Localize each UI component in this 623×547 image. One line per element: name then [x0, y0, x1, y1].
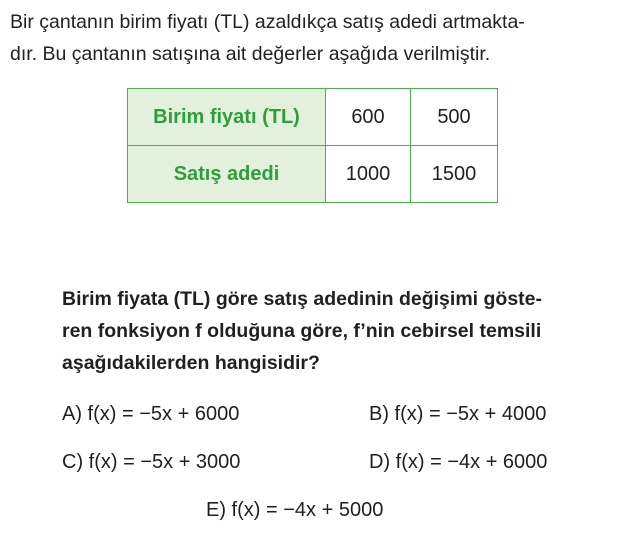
option-a[interactable]: A) f(x) = −5x + 6000	[62, 403, 240, 425]
option-c[interactable]: C) f(x) = −5x + 3000	[62, 451, 241, 473]
price-sales-table	[127, 88, 498, 203]
price-value-cell: 500	[411, 89, 498, 146]
table-row-price	[128, 89, 498, 146]
intro-paragraph	[10, 6, 613, 70]
intro-line: Bir çantanın birim fiyatı (TL) azaldıkça satış adedi artmakta-	[10, 11, 525, 33]
price-header-cell: Birim fiyatı (TL)	[128, 89, 326, 146]
question-line: ren fonksiyon f olduğuna göre, f’nin cebirsel temsili	[62, 320, 542, 342]
question-line: Birim fiyata (TL) göre satış adedinin değişimi göste-	[62, 288, 542, 310]
question-text	[62, 283, 622, 379]
sales-value-cell: 1500	[411, 146, 498, 203]
option-b[interactable]: B) f(x) = −5x + 4000	[369, 403, 547, 425]
option-d[interactable]: D) f(x) = −4x + 6000	[369, 451, 548, 473]
sales-header-cell: Satış adedi	[128, 146, 326, 203]
sales-value-cell: 1000	[326, 146, 411, 203]
option-e[interactable]: E) f(x) = −4x + 5000	[206, 499, 384, 521]
table-row-sales	[128, 146, 498, 203]
question-line: aşağıdakilerden hangisidir?	[62, 352, 320, 374]
price-value-cell: 600	[326, 89, 411, 146]
intro-line: dır. Bu çantanın satışına ait değerler aşağıda verilmiştir.	[10, 43, 491, 65]
